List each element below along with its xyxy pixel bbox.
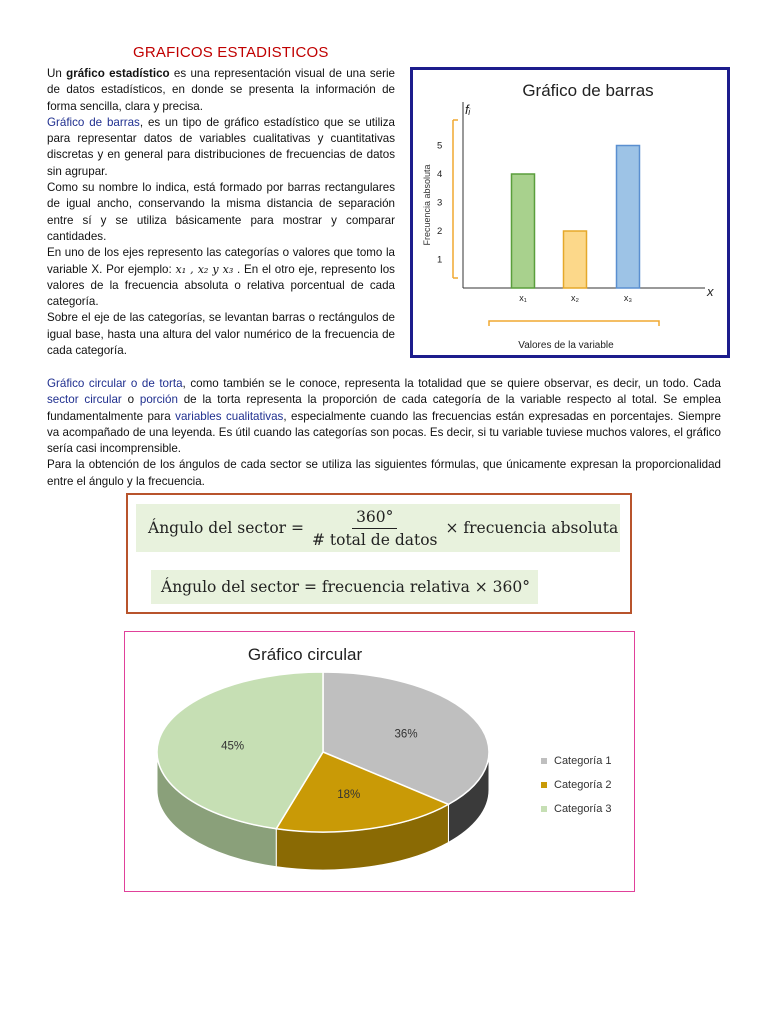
pie-chart (125, 632, 633, 890)
x-axis-bracket (489, 321, 659, 326)
term-sector-circular: sector circular (47, 393, 122, 407)
term-grafico-estadistico: gráfico estadístico (66, 67, 170, 80)
x-tick-label: x₂ (571, 293, 579, 303)
variables-example: x₁ , x₂ y x₃ (175, 262, 234, 276)
bar-chart-title: Gráfico de barras (522, 81, 654, 100)
circular-paragraph-1: Gráfico circular o de torta, como también se le conoce, representa la totalidad que se quiere observar, es decir, un todo. Cada sector circular o porción de la torta representa la proporción de cada categoría de la variable respecto al total. Se emplea fundamentalmente para variables cualitativas, especialmente cuando las frecuencias están expresadas en porcentajes. Siempre va acompañado de una leyenda. Es útil cuando las categorías son pocas. Es decir, si tu variable tuviese muchos valores, el gráfico sería casi incomprensible. (47, 377, 722, 456)
pie-data-label: 45% (221, 740, 245, 753)
term-grafico-barras: Gráfico de barras (47, 115, 140, 129)
intro-text (47, 66, 395, 359)
intro-paragraph-5: Sobre el eje de las categorías, se levantan barras o rectángulos de igual base, hasta una altura del valor numérico de la frecuencia de cada categoría. (47, 311, 395, 358)
intro-paragraph-2: Gráfico de barras, es un tipo de gráfico estadístico que se utiliza para representar datos de variables cualitativas y cuantitativas discretas y en general para distribuciones de frecuencias de datos sin agrupar. (47, 115, 396, 178)
bar (564, 231, 587, 288)
formula-angle-absolute: Ángulo del sector = $\frac{360^\circ}{\text{\# total de datos}}$ × frecuencia absoluta (136, 504, 620, 552)
x-axis-title: Valores de la variable (518, 340, 614, 351)
y-axis-title: Frecuencia absoluta (422, 164, 432, 246)
term-grafico-circular: Gráfico circular o de torta (47, 377, 183, 390)
bar-chart-frame (410, 67, 730, 358)
intro-paragraph-1: Un gráfico estadístico es una representación visual de una serie de datos estadísticos, en donde se presenta la información de forma sencilla, clara y precisa. (47, 67, 395, 113)
legend-swatch (541, 758, 547, 764)
y-tick-label: 5 (437, 140, 443, 152)
legend-swatch (541, 806, 547, 812)
circular-paragraph-2: Para la obtención de los ángulos de cada sector se utiliza las siguientes fórmulas, que únicamente expresan la proporcionalidad entre el ángulo y la frecuencia. (47, 458, 721, 488)
x-tick-label: x₃ (623, 293, 633, 303)
y-tick-label: 3 (437, 197, 443, 209)
x-axis-symbol: x (707, 284, 714, 299)
y-tick-label: 4 (437, 169, 443, 180)
x-tick-label: x₁ (519, 293, 527, 303)
y-tick-label: 1 (437, 254, 443, 266)
y-tick-label: 2 (437, 226, 443, 237)
legend-label: Categoría 2 (554, 779, 612, 791)
bar (512, 174, 535, 288)
legend-label: Categoría 1 (554, 755, 612, 767)
y-axis-symbol: fᵢ (465, 102, 471, 117)
term-variables-cualitativas: variables cualitativas (175, 409, 284, 423)
legend-swatch (541, 782, 547, 788)
bar (617, 146, 640, 289)
formula-box (126, 493, 632, 614)
bar-chart (413, 70, 727, 355)
page-title: GRAFICOS ESTADISTICOS (133, 44, 329, 61)
pie-chart-title: Gráfico circular (247, 645, 363, 664)
pie-chart-frame (124, 631, 635, 892)
formula-fraction: $\frac{360^\circ}{\text{\# total de datos}}$ (311, 507, 438, 549)
circular-text (47, 376, 721, 490)
legend-label: Categoría 3 (554, 803, 612, 815)
intro-paragraph-4: En uno de los ejes represento las categorías o valores que tomo la variable X. Por ejemplo: x₁ , x₂ y x₃ . En el otro eje, represento los valores de la frecuencia absoluta o relativa porcentual de cada categoría. (47, 246, 395, 309)
pie-data-label: 36% (394, 728, 418, 741)
pie-data-label: 18% (337, 789, 361, 802)
intro-paragraph-3: Como su nombre lo indica, está formado por barras rectangulares de igual ancho, conservando la misma distancia de separación entre sí y se utiliza básicamente para mostrar y comparar cantidades. (47, 181, 395, 243)
term-porcion: porción (139, 393, 178, 407)
formula-angle-relative: Ángulo del sector = frecuencia relativa × 360° (151, 570, 538, 604)
